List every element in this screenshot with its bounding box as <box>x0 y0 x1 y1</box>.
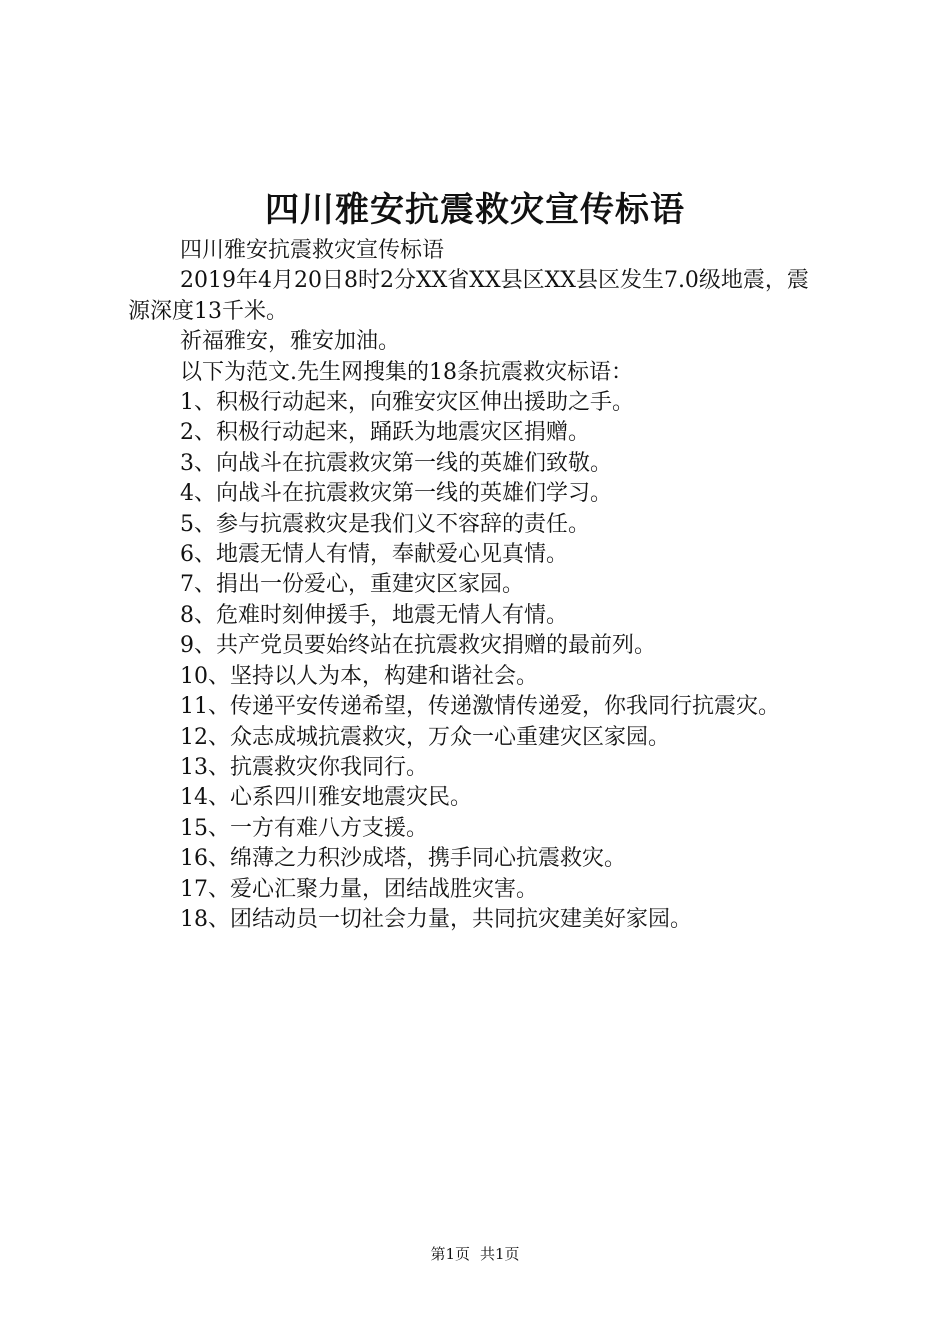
paragraph: 祈福雅安，雅安加油。 <box>180 329 401 355</box>
slogan-item: 5、参与抗震救灾是我们义不容辞的责任。 <box>180 511 590 537</box>
document-body <box>128 236 828 935</box>
slogan-item: 6、地震无情人有情，奉献爱心见真情。 <box>180 542 568 568</box>
slogan-item: 13、抗震救灾你我同行。 <box>180 754 428 780</box>
slogan-item: 15、一方有难八方支援。 <box>180 815 428 841</box>
page-total: 共1页 <box>480 1245 520 1263</box>
slogan-item: 18、团结动员一切社会力量，共同抗灾建美好家园。 <box>180 906 692 932</box>
slogan-item: 2、积极行动起来，踊跃为地震灾区捐赠。 <box>180 420 590 446</box>
paragraph: 以下为范文.先生网搜集的18条抗震救灾标语： <box>180 359 633 385</box>
slogan-item: 1、积极行动起来，向雅安灾区伸出援助之手。 <box>180 390 634 416</box>
page-number: 第1页 <box>430 1245 470 1263</box>
slogan-item: 4、向战斗在抗震救灾第一线的英雄们学习。 <box>180 481 612 507</box>
slogan-item: 14、心系四川雅安地震灾民。 <box>180 785 472 811</box>
slogan-item: 11、传递平安传递希望，传递激情传递爱，你我同行抗震灾。 <box>180 694 780 720</box>
slogan-item: 3、向战斗在抗震救灾第一线的英雄们致敬。 <box>180 450 612 476</box>
slogan-item: 16、绵薄之力积沙成塔，携手同心抗震救灾。 <box>180 846 626 872</box>
paragraph: 四川雅安抗震救灾宣传标语 <box>180 238 445 263</box>
slogan-item: 7、捐出一份爱心，重建灾区家园。 <box>180 572 524 598</box>
slogan-item: 12、众志成城抗震救灾，万众一心重建灾区家园。 <box>180 724 670 750</box>
page-footer <box>0 1244 950 1264</box>
slogan-item: 10、坚持以人为本，构建和谐社会。 <box>180 663 538 689</box>
slogan-item: 9、共产党员要始终站在抗震救灾捐赠的最前列。 <box>180 633 656 659</box>
document-title: 四川雅安抗震救灾宣传标语 <box>265 190 685 230</box>
slogan-item: 8、危难时刻伸援手，地震无情人有情。 <box>180 602 568 628</box>
paragraph: 2019年4月20日8时2分XX省XX县区XX县区发生7.0级地震，震源深度13千米。 <box>128 268 809 324</box>
slogan-item: 17、爱心汇聚力量，团结战胜灾害。 <box>180 876 538 902</box>
